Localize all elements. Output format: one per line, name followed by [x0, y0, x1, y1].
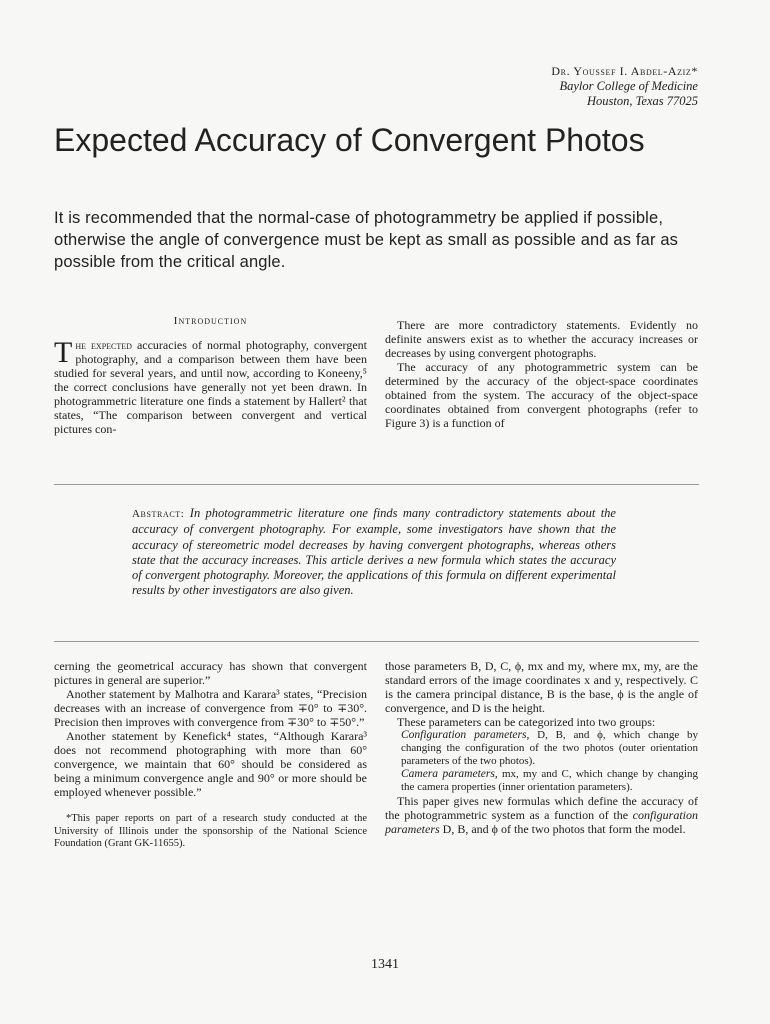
abstract — [132, 506, 616, 599]
body-paragraph-cont: cerning the geometrical accuracy has shown that convergent pictures in general are superior.” — [54, 659, 367, 687]
abstract-text: In photogrammetric literature one finds many contradictory statements about the accuracy of convergent photography. For example, some investigators have shown that the accuracy of stereometric model decreases by having convergent photographs, whereas others state that the accuracy increases. This article derives a new formula which states the accuracy of convergent photography. Moreover, the applications of this formula on different experimental results by other investigators are also given. — [132, 506, 616, 598]
section-heading-introduction: Introduction — [173, 315, 248, 327]
abstract-top-rule — [54, 484, 699, 485]
body-paragraph-malhotra: Another statement by Malhotra and Karara³ states, “Precision decreases with an increase of convergence from ∓0° to ∓30°. Precision then improves with convergence from ∓30° to ∓50°.” — [54, 687, 367, 729]
paper-subtitle: It is recommended that the normal-case of photogrammetry be applied if possible, otherwise the angle of convergence must be kept as small as possible and as far as possible from the critical angle. — [54, 209, 679, 271]
author-block — [398, 64, 698, 109]
intro-right-column — [385, 318, 698, 430]
summary-text-b: D, B, and ϕ of the two photos that form the model. — [439, 822, 686, 836]
body-paragraph-kenefick: Another statement by Kenefick⁴ states, “Although Karara³ does not recommend photographing with more than 60° convergence, we maintain that 60° should be considered as being a minimum convergence angle and 90° or more should be employed whenever possible.” — [54, 729, 367, 799]
author-affiliation: Baylor College of Medicine — [559, 79, 698, 93]
body-paragraph-summary — [385, 794, 698, 836]
group-camera-term: Camera parameters, — [401, 768, 498, 780]
body-paragraph-parameters: those parameters B, D, C, ϕ, mx and my, where mx, my, are the standard errors of the image coordinates x and y, respectively. C is the camera principal distance, B is the base, ϕ is the angle of convergence, and D is the height. — [385, 659, 698, 715]
lead-small-caps: he expected — [75, 338, 132, 352]
intro-paragraph-1 — [54, 338, 367, 436]
intro-left-column — [54, 314, 367, 436]
summary-text-a: This paper gives new formulas which define the accuracy of the photogrammetric system as a function of the — [385, 794, 698, 822]
lower-left-column — [54, 659, 367, 851]
summary-term: configuration parameters — [385, 808, 698, 836]
author-name: Dr. Youssef I. Abdel-Aziz* — [551, 64, 698, 78]
paper-title: Expected Accuracy of Convergent Photos — [54, 122, 645, 158]
footnote: *This paper reports on part of a research study conducted at the University of Illinois under the sponsorship of the National Science Foundation (Grant GK-11655). — [54, 813, 367, 849]
abstract-label: Abstract: — [132, 508, 185, 520]
author-location: Houston, Texas 77025 — [586, 94, 698, 108]
group-camera — [385, 768, 698, 794]
intro-right-paragraph-1: There are more contradictory statements. Evidently no definite answers exist as to whether the accuracy increases or decreases by using convergent photographs. — [385, 318, 698, 360]
group-configuration — [385, 729, 698, 768]
lower-right-column — [385, 659, 698, 836]
body-paragraph-groups: These parameters can be categorized into two groups: — [397, 715, 656, 729]
abstract-bottom-rule — [54, 641, 699, 642]
group-configuration-term: Configuration parameters, — [401, 729, 530, 741]
page-number: 1341 — [371, 957, 399, 972]
drop-cap: T — [54, 336, 73, 369]
intro-right-paragraph-2: The accuracy of any photogrammetric system can be determined by the accuracy of the object-space coordinates obtained from the system. The accuracy of the object-space coordinates obtained from convergent photographs (refer to Figure 3) is a function of — [385, 360, 698, 430]
group-camera-text: mx, my and C, which change by changing the camera properties (inner orientation parameters). — [401, 768, 698, 793]
group-configuration-text: D, B, and ϕ, which change by changing the configuration of the two photos (outer orientation parameters of the two photos). — [401, 729, 699, 767]
intro-paragraph-1-text: accuracies of normal photography, convergent photography, and a comparison between them have been studied for several years, and until now, according to Koneeny,⁵ the correct conclusions have generally not yet been drawn. In photogrammetric literature one finds a statement by Hallert² that states, “The comparison between convergent and vertical pictures con- — [54, 338, 367, 436]
